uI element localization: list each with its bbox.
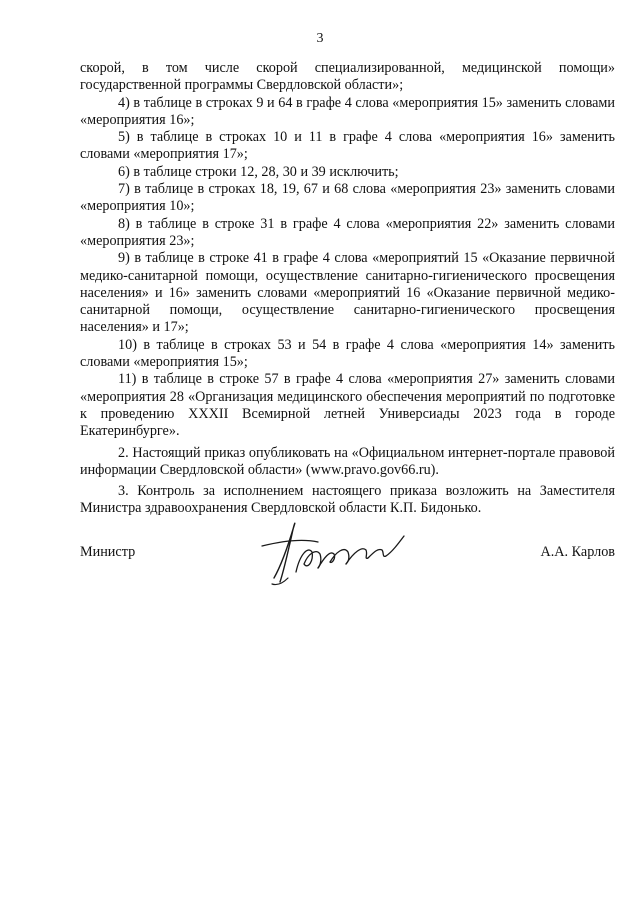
list-item-6: 6) в таблице строки 12, 28, 30 и 39 исключить;: [118, 163, 399, 180]
document-body: [80, 60, 615, 518]
clause-3: 3. Контроль за исполнением настоящего приказа возложить на Заместителя Министра здравоохранения Свердловской области К.П. Бидонько.: [80, 483, 615, 517]
clause-2: 2. Настоящий приказ опубликовать на «Официальном интернет-портале правовой информации Свердловской области» (www.pravo.gov66.ru).: [80, 444, 615, 478]
list-item-7: 7) в таблице в строках 18, 19, 67 и 68 слова «мероприятия 23» заменить словами «мероприятия 10»;: [80, 181, 615, 215]
paragraph-continuation: скорой, в том числе скорой специализированной, медицинской помощи» государственной программы Свердловской области»;: [80, 60, 615, 94]
page-number: 3: [316, 31, 324, 46]
signature-block: [80, 512, 615, 592]
list-item-9: 9) в таблице в строке 41 в графе 4 слова «мероприятий 15 «Оказание первичной медико-санитарной помощи, осуществление санитарно-гигиенического просвещения населения» и 16» заменить словами «мероприятий 16 «Оказание первичной медико-санитарной помощи, осуществление санитарно-гигиенического просвещения населения» и 17»;: [80, 250, 615, 336]
list-item-11: 11) в таблице в строке 57 в графе 4 слова «мероприятия 27» заменить словами «мероприятия 28 «Организация медицинского обеспечения мероприятий по подготовке к проведению XXXII Всемирной летней Универсиады 2023 года в городе Екатеринбурге».: [80, 371, 615, 440]
signatory-title: Министр: [80, 544, 136, 560]
list-item-10: 10) в таблице в строках 53 и 54 в графе 4 слова «мероприятия 14» заменить словами «мероприятия 15»;: [80, 336, 615, 371]
list-item-4: 4) в таблице в строках 9 и 64 в графе 4 слова «мероприятия 15» заменить словами «мероприятия 16»;: [80, 94, 615, 128]
signatory-name: А.А. Карлов: [540, 544, 615, 560]
handwritten-signature: [258, 512, 410, 588]
list-item-8: 8) в таблице в строке 31 в графе 4 слова «мероприятия 22» заменить словами «мероприятия 23»;: [80, 215, 615, 249]
list-item-5: 5) в таблице в строках 10 и 11 в графе 4 слова «мероприятия 16» заменить словами «мероприятия 17»;: [80, 129, 615, 163]
